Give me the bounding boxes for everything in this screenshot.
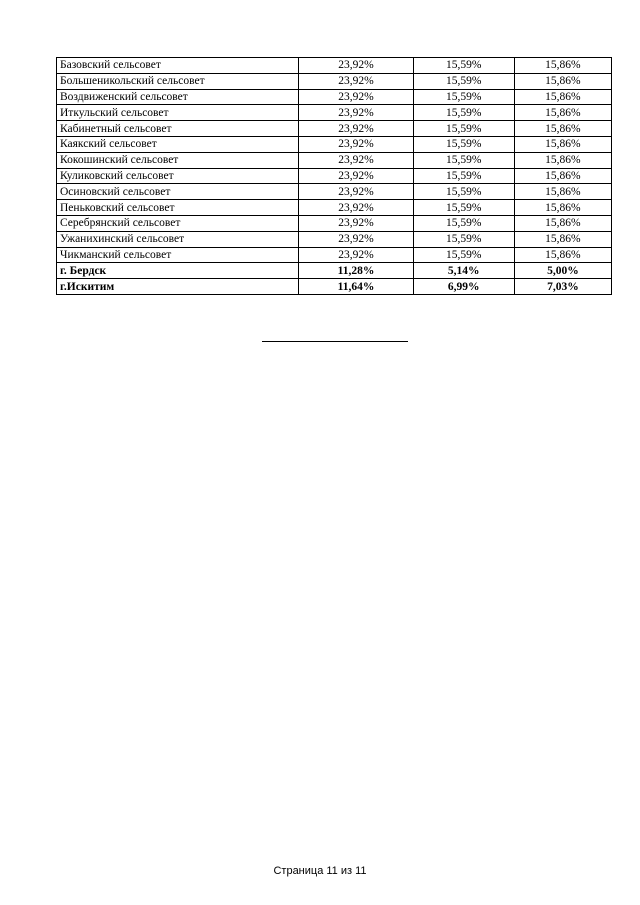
rate-column-1-cell: 23,92%	[299, 136, 413, 152]
rate-column-3-cell: 15,86%	[514, 89, 611, 105]
municipality-name-cell: Пеньковский сельсовет	[57, 200, 299, 216]
rate-column-3-cell: 15,86%	[514, 184, 611, 200]
rate-column-3-cell: 15,86%	[514, 136, 611, 152]
footnote-separator-line	[262, 341, 408, 342]
municipality-name-cell: Ужанихинский сельсовет	[57, 231, 299, 247]
municipality-name-cell: Кокошинский сельсовет	[57, 152, 299, 168]
rate-column-2-cell: 15,59%	[413, 200, 514, 216]
table-row	[57, 184, 612, 200]
rate-column-1-cell: 23,92%	[299, 168, 413, 184]
rate-column-2-cell: 15,59%	[413, 231, 514, 247]
rate-column-1-cell: 23,92%	[299, 121, 413, 137]
table-row	[57, 168, 612, 184]
rate-column-3-cell: 15,86%	[514, 168, 611, 184]
rate-column-1-cell: 23,92%	[299, 105, 413, 121]
table-row	[57, 121, 612, 137]
table-row	[57, 200, 612, 216]
rate-column-3-cell: 15,86%	[514, 152, 611, 168]
rates-table-body	[57, 58, 612, 295]
table-row	[57, 152, 612, 168]
rate-column-2-cell: 15,59%	[413, 89, 514, 105]
municipality-name-cell: Базовский сельсовет	[57, 58, 299, 74]
rate-column-3-cell: 15,86%	[514, 121, 611, 137]
rate-column-1-cell: 11,64%	[299, 279, 413, 295]
table-row	[57, 89, 612, 105]
rate-column-1-cell: 11,28%	[299, 263, 413, 279]
table-row	[57, 58, 612, 74]
municipality-name-cell: г.Искитим	[57, 279, 299, 295]
municipality-name-cell: Большеникольский сельсовет	[57, 73, 299, 89]
rate-column-2-cell: 5,14%	[413, 263, 514, 279]
table-row	[57, 73, 612, 89]
rate-column-2-cell: 15,59%	[413, 105, 514, 121]
municipality-name-cell: Осиновский сельсовет	[57, 184, 299, 200]
rate-column-1-cell: 23,92%	[299, 73, 413, 89]
municipality-name-cell: Серебрянский сельсовет	[57, 215, 299, 231]
municipality-name-cell: Каякский сельсовет	[57, 136, 299, 152]
rate-column-2-cell: 15,59%	[413, 58, 514, 74]
rate-column-2-cell: 15,59%	[413, 152, 514, 168]
rate-column-2-cell: 15,59%	[413, 121, 514, 137]
rate-column-3-cell: 5,00%	[514, 263, 611, 279]
rate-column-1-cell: 23,92%	[299, 89, 413, 105]
rate-column-2-cell: 6,99%	[413, 279, 514, 295]
rates-table	[56, 57, 612, 295]
table-row	[57, 231, 612, 247]
rate-column-1-cell: 23,92%	[299, 184, 413, 200]
rate-column-3-cell: 15,86%	[514, 73, 611, 89]
table-row	[57, 105, 612, 121]
rate-column-2-cell: 15,59%	[413, 168, 514, 184]
municipality-name-cell: Воздвиженский сельсовет	[57, 89, 299, 105]
municipality-name-cell: г. Бердск	[57, 263, 299, 279]
table-row	[57, 215, 612, 231]
rate-column-1-cell: 23,92%	[299, 231, 413, 247]
table-row	[57, 247, 612, 263]
municipality-name-cell: Иткульский сельсовет	[57, 105, 299, 121]
rate-column-3-cell: 15,86%	[514, 105, 611, 121]
rate-column-2-cell: 15,59%	[413, 247, 514, 263]
rate-column-3-cell: 15,86%	[514, 58, 611, 74]
municipality-name-cell: Куликовский сельсовет	[57, 168, 299, 184]
rate-column-2-cell: 15,59%	[413, 73, 514, 89]
table-row	[57, 279, 612, 295]
rate-column-2-cell: 15,59%	[413, 215, 514, 231]
rate-column-1-cell: 23,92%	[299, 200, 413, 216]
rate-column-1-cell: 23,92%	[299, 58, 413, 74]
rate-column-1-cell: 23,92%	[299, 215, 413, 231]
table-row	[57, 136, 612, 152]
rate-column-3-cell: 15,86%	[514, 231, 611, 247]
rate-column-1-cell: 23,92%	[299, 152, 413, 168]
rate-column-3-cell: 15,86%	[514, 215, 611, 231]
rate-column-3-cell: 15,86%	[514, 247, 611, 263]
municipality-name-cell: Кабинетный сельсовет	[57, 121, 299, 137]
rate-column-3-cell: 15,86%	[514, 200, 611, 216]
rate-column-2-cell: 15,59%	[413, 136, 514, 152]
rate-column-2-cell: 15,59%	[413, 184, 514, 200]
municipality-name-cell: Чикманский сельсовет	[57, 247, 299, 263]
table-row	[57, 263, 612, 279]
rate-column-1-cell: 23,92%	[299, 247, 413, 263]
rate-column-3-cell: 7,03%	[514, 279, 611, 295]
page-number-footer: Страница 11 из 11	[273, 865, 367, 877]
